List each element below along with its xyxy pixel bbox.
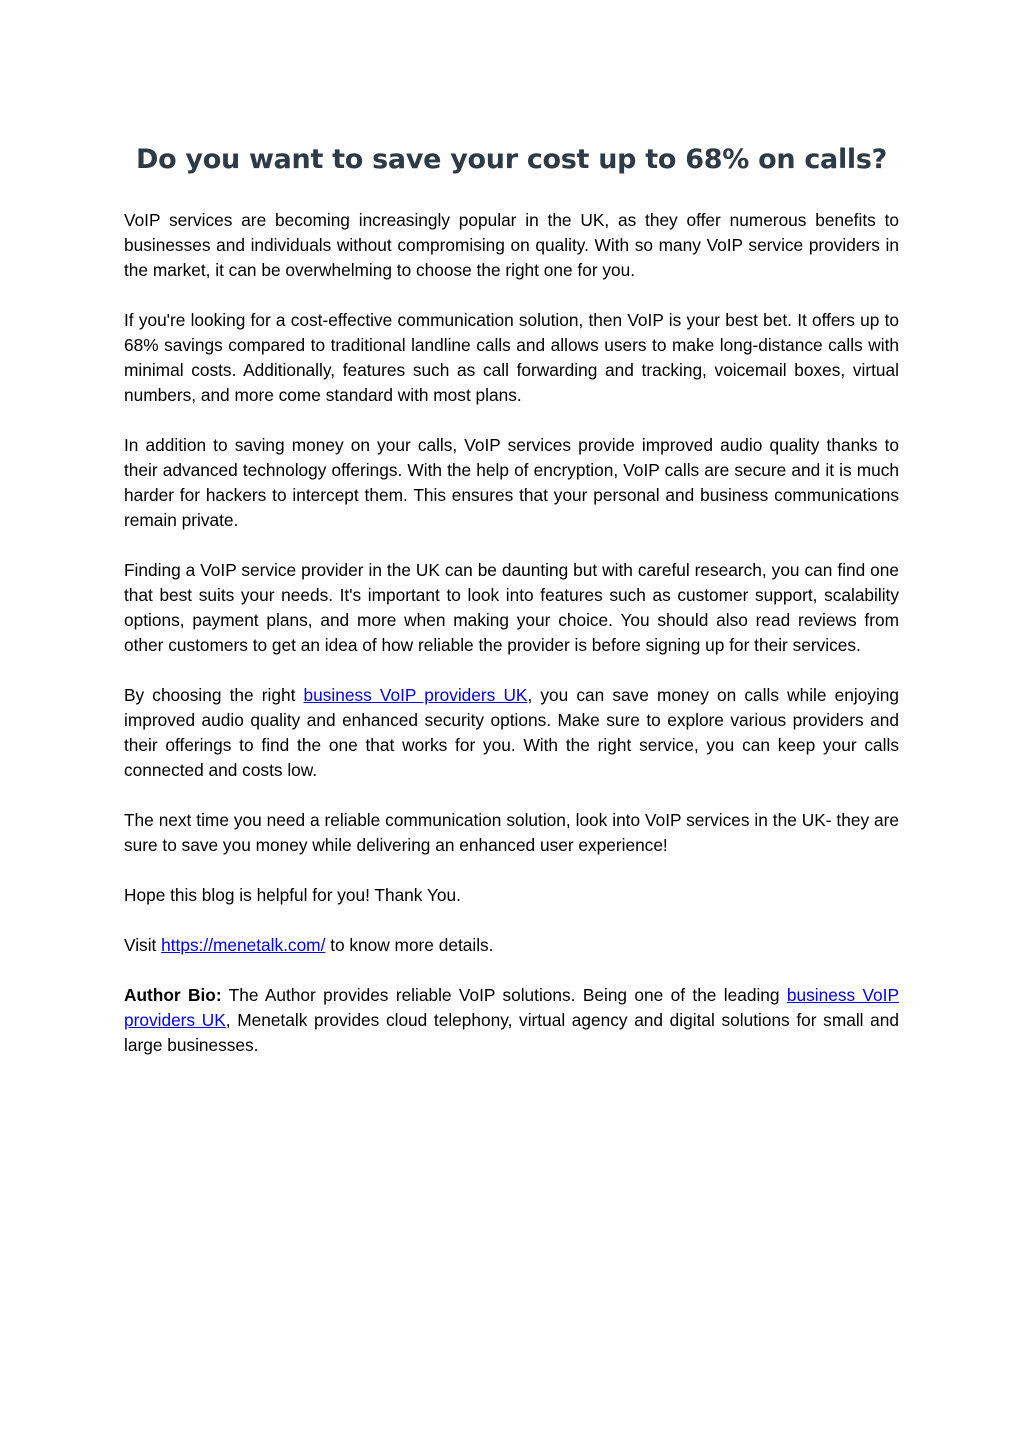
author-bio	[124, 983, 899, 1058]
paragraph-audio-quality: In addition to saving money on your calls, VoIP services provide improved audio quality thanks to their advanced technology offerings. With the help of encryption, VoIP calls are secure and it is much harder for hackers to intercept them. This ensures that your personal and business communications remain private.	[124, 435, 899, 530]
article-body	[124, 208, 899, 1083]
menetalk-website-link[interactable]: https://menetalk.com/	[161, 935, 326, 955]
paragraph-thanks: Hope this blog is helpful for you! Thank You.	[124, 885, 461, 905]
paragraph-visit	[124, 933, 899, 958]
page-title: Do you want to save your cost up to 68% on calls?	[135, 144, 888, 175]
paragraph-visit-text-1: Visit	[124, 935, 162, 955]
paragraph-choosing-text-2: , you can save money on calls while enjoying improved audio quality and enhanced security options. Make sure to explore various providers and their offerings to find the one that works for you. With the right service, you can keep your calls connected and costs low.	[124, 685, 900, 780]
author-bio-text-2: , Menetalk provides cloud telephony, virtual agency and digital solutions for small and large businesses.	[124, 1010, 899, 1055]
paragraph-choosing	[124, 683, 899, 783]
paragraph-next-time: The next time you need a reliable communication solution, look into VoIP services in the UK- they are sure to save you money while delivering an enhanced user experience!	[124, 810, 899, 855]
paragraph-finding-provider: Finding a VoIP service provider in the UK can be daunting but with careful research, you can find one that best suits your needs. It's important to look into features such as customer support, scalability options, payment plans, and more when making your choice. You should also read reviews from other customers to get an idea of how reliable the provider is before signing up for their services.	[124, 560, 899, 655]
author-bio-text-1: The Author provides reliable VoIP solutions. Being one of the leading	[221, 985, 787, 1005]
paragraph-cost-effective: If you're looking for a cost-effective communication solution, then VoIP is your best bet. It offers up to 68% savings compared to traditional landline calls and allows users to make long-distance calls with minimal costs. Additionally, features such as call forwarding and tracking, voicemail boxes, virtual numbers, and more come standard with most plans.	[124, 310, 899, 405]
paragraph-choosing-text-1: By choosing the right	[124, 685, 304, 705]
author-bio-label: Author Bio:	[124, 985, 222, 1005]
paragraph-visit-text-2: to know more details.	[325, 935, 494, 955]
paragraph-intro: VoIP services are becoming increasingly popular in the UK, as they offer numerous benefits to businesses and individuals without compromising on quality. With so many VoIP service providers in the market, it can be overwhelming to choose the right one for you.	[124, 210, 899, 280]
author-bio-providers-link[interactable]: business VoIP providers UK	[124, 985, 899, 1030]
business-voip-providers-link[interactable]: business VoIP providers UK	[303, 685, 528, 705]
